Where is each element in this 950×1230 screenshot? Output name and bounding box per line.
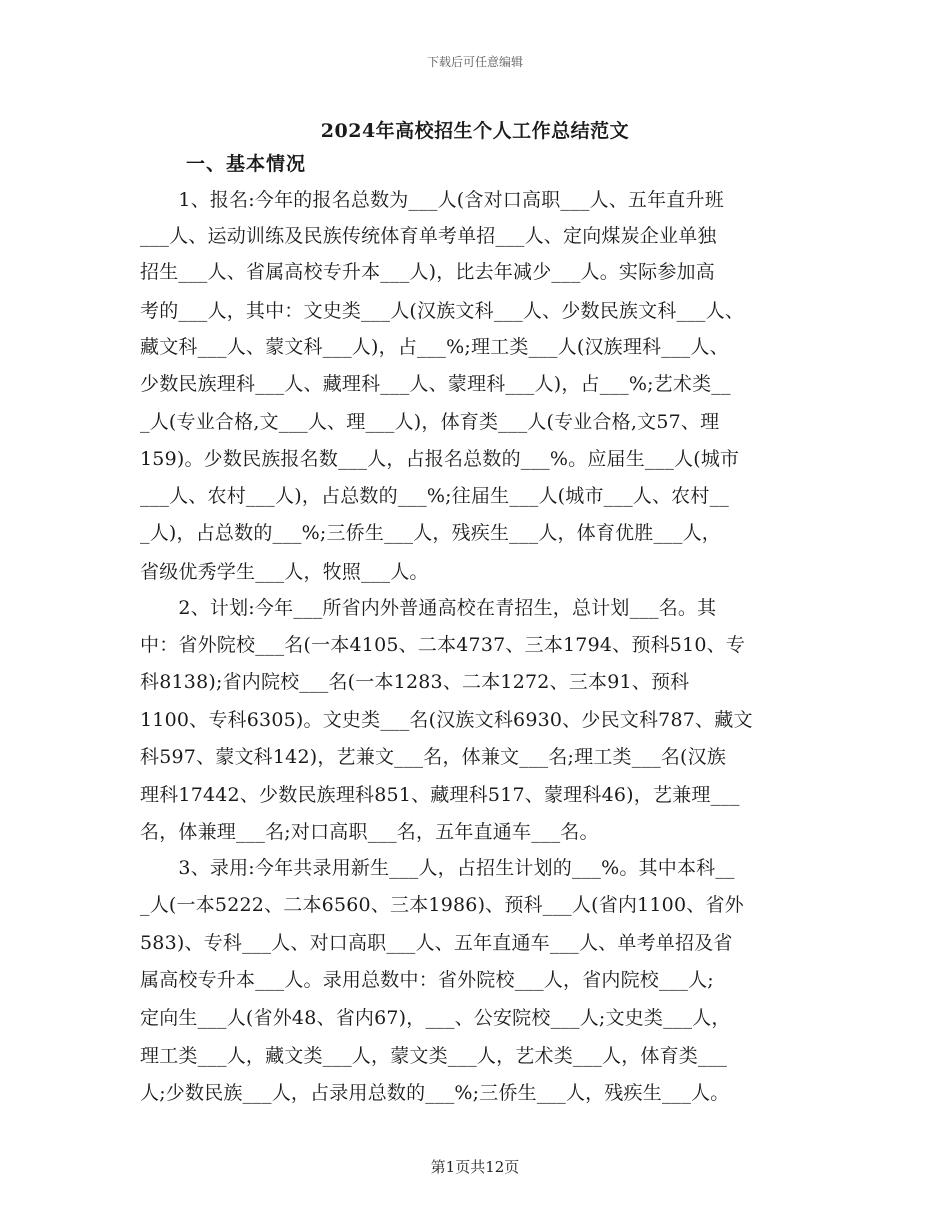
body-line: 583)、专科___人、对口高职___人、五年直通车___人、单考单招及省: [140, 932, 733, 954]
body-line: 定向生___人(省外48、省内67)，___、公安院校___人;文史类___人，: [140, 1007, 731, 1029]
body-line: 省级优秀学生___人，牧照___人。: [140, 561, 429, 583]
document-title: 2024年高校招生个人工作总结范文: [320, 120, 630, 142]
body-line: _人(一本5222、二本6560、三本1986)、预科___人(省内1100、省外: [140, 894, 744, 916]
body-line: 159)。少数民族报名数___人，占报名总数的___%。应届生___人(城市: [140, 448, 740, 470]
body-line: 名，体兼理___名;对口高职___名，五年直通车___名。: [140, 821, 599, 843]
body-line: 3、录用:今年共录用新生___人，占招生计划的___%。其中本科__: [140, 857, 735, 879]
body-line: 中：省外院校___名(一本4105、二本4737、三本1794、预科510、专: [140, 634, 746, 656]
body-line: 2、计划:今年___所省内外普通高校在青招生，总计划___名。其: [140, 597, 717, 619]
body-line: ___人、运动训练及民族传统体育单考单招___人、定向煤炭企业单独: [140, 225, 717, 247]
body-line: 理科17442、少数民族理科851、藏理科517、蒙理科46)，艺兼理___: [140, 784, 740, 806]
body-line: 人;少数民族___人，占录用总数的___%;三侨生___人，残疾生___人。: [140, 1082, 730, 1104]
body-line: 藏文科___人、蒙文科___人)，占___%;理工类___人(汉族理科___人、: [140, 336, 729, 358]
body-line: 属高校专升本___人。录用总数中：省外院校___人，省内院校___人;: [140, 969, 714, 991]
section-heading: 一、基本情况: [186, 153, 307, 175]
body-line: 考的___人，其中：文史类___人(汉族文科___人、少数民族文科___人、: [140, 300, 745, 322]
body-line: ___人、农村___人)，占总数的___%;往届生___人(城市___人、农村__: [140, 485, 729, 507]
body-line: _人)，占总数的___%;三侨生___人，残疾生___人，体育优胜___人，: [140, 522, 721, 544]
body-line: _人(专业合格,文___人、理___人)，体育类___人(专业合格,文57、理: [140, 411, 720, 433]
body-line: 招生___人、省属高校专升本___人)，比去年减少___人。实际参加高: [140, 261, 715, 283]
body-line: 理工类___人，藏文类___人，蒙文类___人，艺术类___人，体育类___: [140, 1045, 728, 1067]
body-line: 少数民族理科___人、藏理科___人、蒙理科___人)，占___%;艺术类__: [140, 373, 731, 395]
body-line: 1、报名:今年的报名总数为___人(含对口高职___人、五年直升班: [140, 189, 724, 211]
body-line: 科8138);省内院校___名(一本1283、二本1272、三本91、预科: [140, 671, 690, 693]
body-line: 1100、专科6305)。文史类___名(汉族文科6930、少民文科787、藏文: [140, 709, 753, 731]
header-note: 下载后可任意编辑: [426, 55, 523, 69]
page-footer: 第1页共12页: [430, 1158, 520, 1176]
body-line: 科597、蒙文科142)，艺兼文___名，体兼文___名;理工类___名(汉族: [140, 746, 727, 768]
